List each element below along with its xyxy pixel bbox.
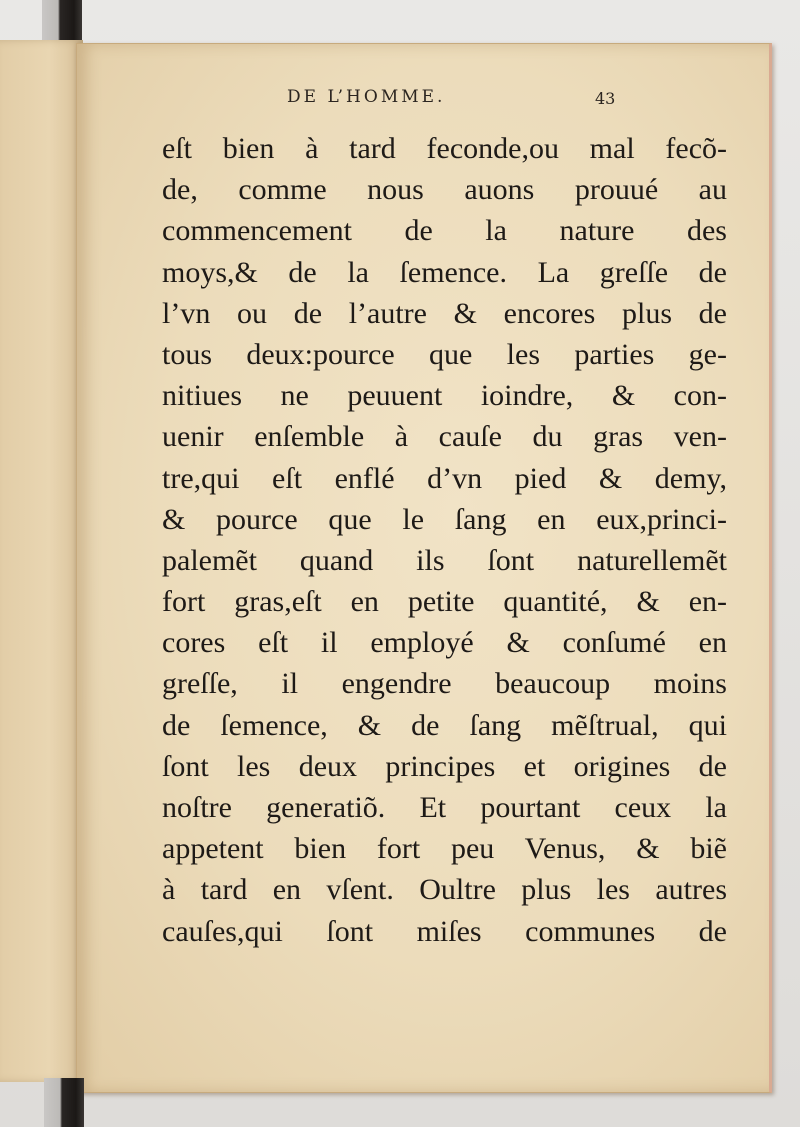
text-line: commencement de la nature des — [162, 214, 727, 248]
text-line: l’vn ou de l’autre & encores plus de — [162, 296, 727, 330]
text-line: greſſe, il engendre beaucoup moins — [162, 667, 727, 701]
bookmark-ribbon-bottom — [44, 1078, 84, 1127]
page-number: 43 — [595, 89, 616, 108]
bookmark-ribbon-top — [42, 0, 82, 42]
text-line: ſont les deux principes et origines de — [162, 749, 727, 783]
text-line: cores eſt il employé & conſumé en — [162, 626, 727, 660]
text-line: tre,qui eſt enflé d’vn pied & demy, — [162, 461, 727, 495]
text-line: de, comme nous auons prouué au — [162, 173, 727, 207]
running-head: DE L’HOMME. — [287, 87, 446, 107]
text-line: eſt bien à tard feconde,ou mal fecõ- — [162, 132, 727, 165]
text-line: à tard en vſent. Oultre plus les autres — [162, 873, 727, 907]
text-line: nitiues ne peuuent ioindre, & con- — [162, 379, 727, 413]
text-line: palemẽt quand ils ſont naturellemẽt — [162, 543, 727, 577]
text-line: de ſemence, & de ſang mẽſtrual, qui — [162, 708, 727, 742]
text-line: moys,& de la ſemence. La greſſe de — [162, 255, 727, 289]
text-line: noſtre generatiõ. Et pourtant ceux la — [162, 791, 727, 824]
text-line: tous deux:pource que les parties ge- — [162, 337, 727, 371]
text-line: fort gras,eſt en petite quantité, & en- — [162, 585, 727, 619]
text-line: appetent bien fort peu Venus, & biẽ — [162, 832, 727, 866]
text-line: cauſes,qui ſont miſes communes de — [162, 914, 727, 948]
text-line: & pource que le ſang en eux,princi- — [162, 502, 727, 536]
body-text — [162, 128, 727, 952]
book-page — [76, 43, 772, 1093]
left-page-edge — [0, 40, 83, 1082]
text-line: uenir enſemble à cauſe du gras ven- — [162, 420, 727, 454]
